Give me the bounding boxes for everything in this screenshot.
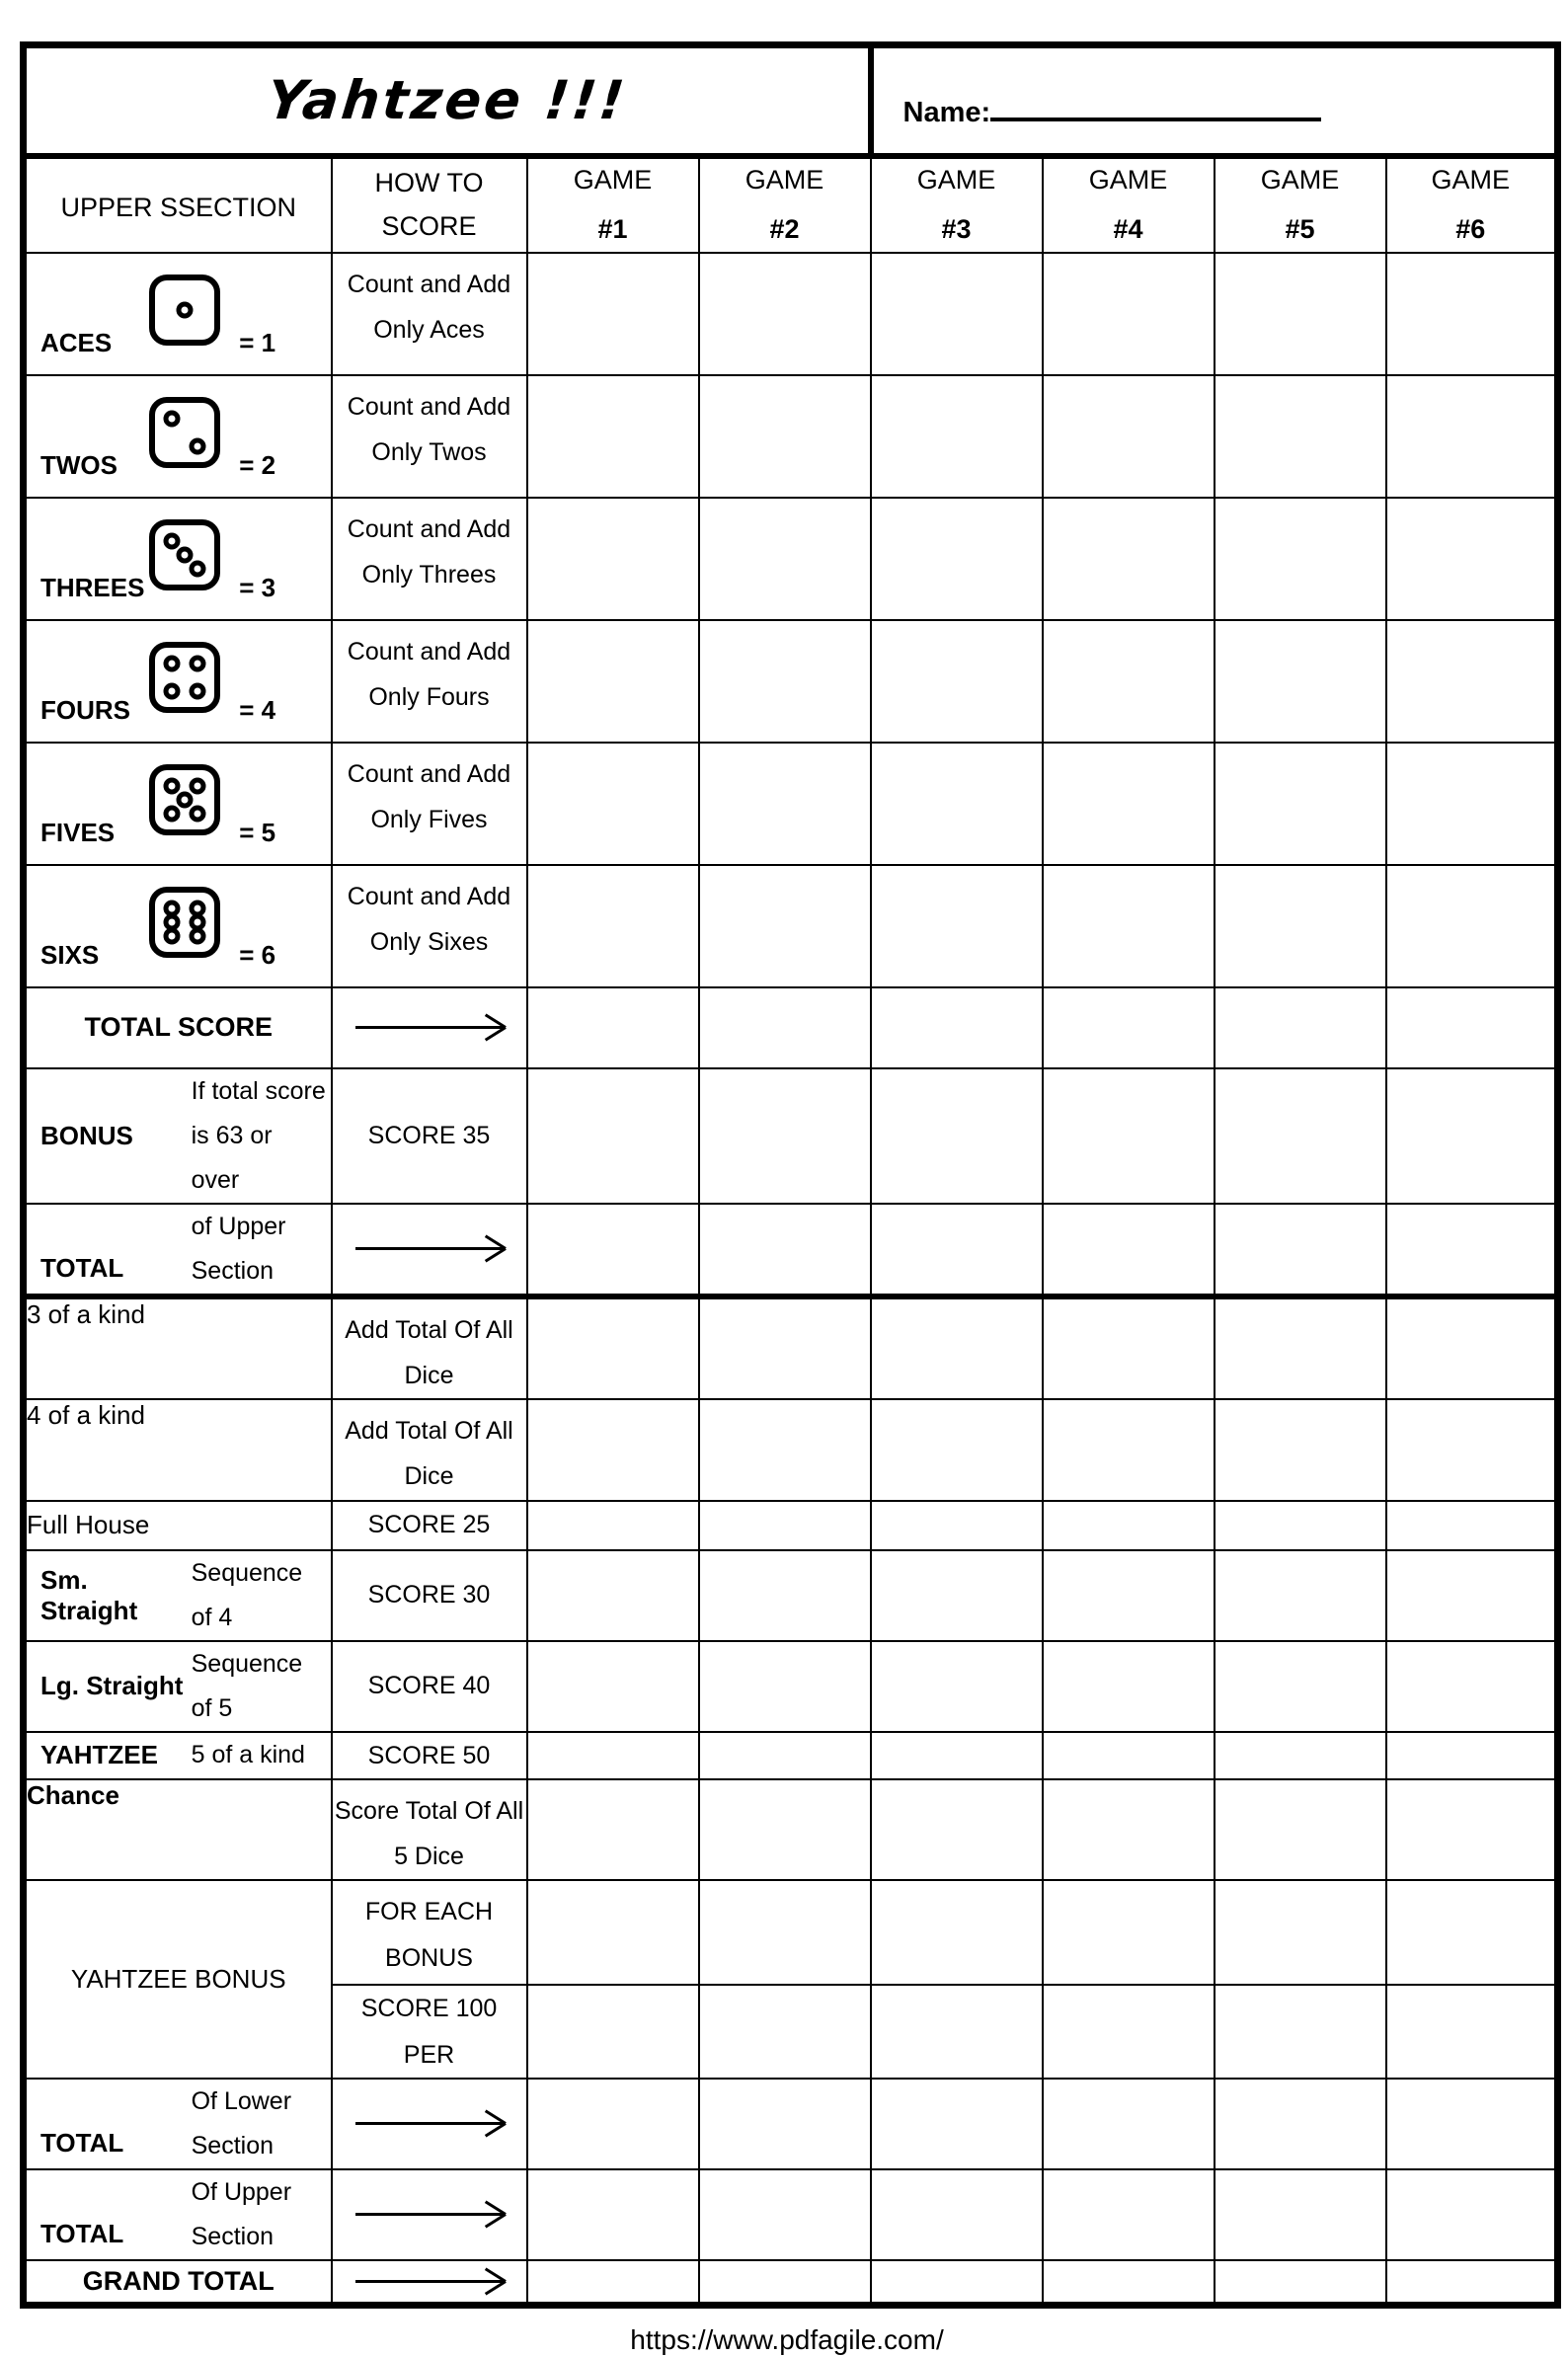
die-pip	[190, 560, 206, 577]
yahtzee-desc: 5 of a kind	[191, 1741, 305, 1769]
how-text: Count and Add Only Fours	[347, 637, 511, 711]
name-input-line[interactable]	[990, 96, 1321, 121]
chance-how-cell	[332, 1779, 527, 1881]
title-cell	[24, 45, 871, 156]
score-cell[interactable]	[1386, 620, 1558, 743]
score-cell[interactable]	[527, 2169, 699, 2260]
score-cell[interactable]	[871, 1296, 1043, 1400]
row-total-lower	[24, 2079, 1558, 2169]
score-cell[interactable]	[1386, 865, 1558, 987]
lg-straight-label-cell	[24, 1641, 332, 1732]
total-label: TOTAL	[40, 1252, 124, 1283]
score-cell[interactable]	[1043, 1399, 1215, 1501]
score-cell[interactable]	[1386, 1068, 1558, 1204]
score-cell[interactable]	[1386, 375, 1558, 498]
row-chance	[24, 1779, 1558, 1881]
score-cell[interactable]	[699, 2079, 871, 2169]
die-pip	[190, 682, 206, 699]
die-pip	[190, 656, 206, 672]
row-sixs	[24, 865, 1558, 987]
die-pip	[190, 778, 206, 795]
score-cell[interactable]	[871, 498, 1043, 620]
score-cell[interactable]	[1215, 1296, 1386, 1400]
chance-label: Chance	[27, 1779, 119, 1810]
how-to-score-header: HOW TO SCORE	[332, 156, 527, 253]
grand-total-arrow-cell	[332, 2260, 527, 2306]
die-pip	[163, 656, 180, 672]
score-cell[interactable]	[871, 1204, 1043, 1296]
score-cell[interactable]	[1386, 2260, 1558, 2306]
row-lg-straight	[24, 1641, 1558, 1732]
row-yahtzee	[24, 1732, 1558, 1779]
score-cell[interactable]	[527, 865, 699, 987]
score-cell[interactable]	[1215, 1399, 1386, 1501]
score-cell[interactable]	[1043, 1296, 1215, 1400]
die-pip	[163, 805, 180, 822]
lg-straight-desc: Sequence of 5	[191, 1649, 303, 1722]
page-title: Yahtzee !!!	[264, 69, 630, 132]
score-cell[interactable]	[527, 743, 699, 865]
die-1-icon	[149, 275, 220, 346]
right-arrow-icon	[355, 2122, 504, 2125]
score-cell[interactable]	[1043, 1779, 1215, 1881]
die-pip	[163, 927, 180, 944]
how-text: FOR EACH BONUS	[364, 1898, 494, 1972]
how-text: Count and Add Only Fives	[347, 759, 511, 833]
sm-straight-label: Sm. Straight	[40, 1564, 138, 1625]
sixs-how-cell	[332, 865, 527, 987]
score-cell[interactable]	[527, 1880, 699, 1985]
score-cell[interactable]	[699, 375, 871, 498]
score-cell[interactable]	[1386, 2079, 1558, 2169]
row-twos	[24, 375, 1558, 498]
twos-label-cell	[24, 375, 332, 498]
row-full-house	[24, 1501, 1558, 1550]
score-cell[interactable]	[527, 253, 699, 375]
score-cell[interactable]	[1386, 253, 1558, 375]
score-cell[interactable]	[1215, 1641, 1386, 1732]
score-cell[interactable]	[1043, 253, 1215, 375]
four-kind-label-cell	[24, 1399, 332, 1501]
score-cell[interactable]	[527, 1550, 699, 1641]
score-cell[interactable]	[527, 1204, 699, 1296]
total-scope: Of Lower Section	[191, 2086, 292, 2160]
die-2-icon	[149, 397, 220, 468]
score-cell[interactable]	[1043, 1732, 1215, 1779]
die-3-icon	[149, 519, 220, 590]
score-cell[interactable]	[1043, 2169, 1215, 2260]
name-label: Name:	[902, 96, 991, 128]
score-cell[interactable]	[527, 1779, 699, 1881]
score-cell[interactable]	[871, 1550, 1043, 1641]
right-arrow-icon	[355, 1247, 504, 1250]
score-cell[interactable]	[1215, 987, 1386, 1068]
score-cell[interactable]	[699, 253, 871, 375]
die-pip	[163, 533, 180, 550]
score-cell[interactable]	[699, 1501, 871, 1550]
score-cell[interactable]	[1215, 1204, 1386, 1296]
sm-straight-desc: Sequence of 4	[191, 1558, 303, 1631]
score-cell[interactable]	[1386, 1641, 1558, 1732]
fours-label-cell	[24, 620, 332, 743]
fives-label: FIVES	[40, 817, 116, 847]
score-cell[interactable]	[699, 1880, 871, 1985]
score-cell[interactable]	[1386, 2169, 1558, 2260]
three-kind-label-cell	[24, 1296, 332, 1400]
fours-how-cell	[332, 620, 527, 743]
score-cell[interactable]	[1043, 620, 1215, 743]
column-header-row	[24, 156, 1558, 253]
full-house-how-cell	[332, 1501, 527, 1550]
game-5-header: GAME #5	[1215, 156, 1386, 253]
score-cell[interactable]	[699, 1779, 871, 1881]
how-text: SCORE 35	[367, 1121, 491, 1149]
row-aces	[24, 253, 1558, 375]
score-cell[interactable]	[871, 2079, 1043, 2169]
score-cell[interactable]	[527, 498, 699, 620]
score-cell[interactable]	[871, 1880, 1043, 1985]
score-cell[interactable]	[1043, 1880, 1215, 1985]
score-cell[interactable]	[699, 1399, 871, 1501]
twos-value: = 2	[239, 449, 276, 480]
score-cell[interactable]	[1386, 1296, 1558, 1400]
threes-value: = 3	[239, 572, 276, 602]
score-cell[interactable]	[527, 1068, 699, 1204]
full-house-label: Full House	[27, 1510, 150, 1539]
fours-label: FOURS	[40, 694, 130, 725]
sm-straight-how-cell	[332, 1550, 527, 1641]
title-row	[24, 45, 1558, 156]
row-three-of-a-kind	[24, 1296, 1558, 1400]
total-score-label-cell	[24, 987, 332, 1068]
score-cell[interactable]	[699, 865, 871, 987]
yahtzee-bonus-how-cell	[332, 1880, 527, 1985]
aces-how-cell	[332, 253, 527, 375]
row-total-upper	[24, 1204, 1558, 1296]
footer	[20, 2324, 1554, 2356]
game-3-header: GAME #3	[871, 156, 1043, 253]
die-pip	[176, 301, 193, 318]
row-bonus	[24, 1068, 1558, 1204]
score-cell[interactable]	[1215, 1880, 1386, 1985]
score-cell[interactable]	[1215, 498, 1386, 620]
bonus-condition: If total score is 63 or over	[191, 1076, 326, 1194]
score-cell[interactable]	[871, 620, 1043, 743]
score-cell[interactable]	[871, 1779, 1043, 1881]
score-cell[interactable]	[699, 498, 871, 620]
upper-section-header: UPPER SSECTION	[24, 156, 332, 253]
row-grand-total	[24, 2260, 1558, 2306]
score-cell[interactable]	[1386, 1399, 1558, 1501]
score-cell[interactable]	[1215, 620, 1386, 743]
score-cell[interactable]	[1215, 1779, 1386, 1881]
score-cell[interactable]	[1386, 987, 1558, 1068]
score-cell[interactable]	[1215, 1501, 1386, 1550]
name-cell	[871, 45, 1558, 156]
score-cell[interactable]	[699, 1985, 871, 2079]
how-text: SCORE 100 PER	[360, 1995, 498, 2069]
twos-how-cell	[332, 375, 527, 498]
score-cell[interactable]	[699, 2169, 871, 2260]
die-pip	[190, 927, 206, 944]
total-upper2-arrow-cell	[332, 2169, 527, 2260]
score-cell[interactable]	[1043, 865, 1215, 987]
score-cell[interactable]	[1386, 1880, 1558, 1985]
total-score-arrow-cell	[332, 987, 527, 1068]
score-cell[interactable]	[527, 2079, 699, 2169]
game-6-header: GAME #6	[1386, 156, 1558, 253]
score-cell[interactable]	[699, 743, 871, 865]
score-cell[interactable]	[1386, 498, 1558, 620]
game-2-header: GAME #2	[699, 156, 871, 253]
how-text: Count and Add Only Aces	[347, 270, 511, 344]
score-cell[interactable]	[1043, 375, 1215, 498]
twos-label: TWOS	[40, 449, 118, 480]
how-text: Count and Add Only Threes	[347, 514, 511, 589]
yahtzee-bonus-label-cell	[24, 1880, 332, 2079]
score-cell[interactable]	[527, 2260, 699, 2306]
score-cell[interactable]	[1215, 1985, 1386, 2079]
fours-value: = 4	[239, 694, 276, 725]
score-cell[interactable]	[871, 1641, 1043, 1732]
total-upper2-label-cell	[24, 2169, 332, 2260]
score-cell[interactable]	[871, 2169, 1043, 2260]
score-cell[interactable]	[1215, 743, 1386, 865]
score-cell[interactable]	[1215, 1068, 1386, 1204]
three-kind-label: 3 of a kind	[27, 1298, 145, 1329]
threes-label-cell	[24, 498, 332, 620]
score-cell[interactable]	[527, 1501, 699, 1550]
yahtzee-label: YAHTZEE	[40, 1740, 158, 1770]
score-cell[interactable]	[699, 1296, 871, 1400]
score-cell[interactable]	[1386, 743, 1558, 865]
score-cell[interactable]	[1386, 1779, 1558, 1881]
score-cell[interactable]	[1386, 1204, 1558, 1296]
grand-total-label: GRAND TOTAL	[82, 2266, 274, 2296]
row-fours	[24, 620, 1558, 743]
sixs-label: SIXS	[40, 939, 100, 970]
score-cell[interactable]	[1043, 1550, 1215, 1641]
score-cell[interactable]	[871, 1068, 1043, 1204]
score-cell[interactable]	[871, 253, 1043, 375]
score-cell[interactable]	[699, 620, 871, 743]
die-4-icon	[149, 642, 220, 713]
row-total-upper-bottom	[24, 2169, 1558, 2260]
game-1-header: GAME #1	[527, 156, 699, 253]
lg-straight-how-cell	[332, 1641, 527, 1732]
row-total-score	[24, 987, 1558, 1068]
four-kind-label: 4 of a kind	[27, 1400, 145, 1430]
score-cell[interactable]	[527, 375, 699, 498]
total-lower-arrow-cell	[332, 2079, 527, 2169]
score-cell[interactable]	[699, 1068, 871, 1204]
total-upper-arrow-cell	[332, 1204, 527, 1296]
score-cell[interactable]	[527, 1399, 699, 1501]
total-label: TOTAL	[40, 2218, 124, 2248]
score-cell[interactable]	[527, 987, 699, 1068]
score-cell[interactable]	[1386, 1985, 1558, 2079]
score-cell[interactable]	[1043, 1985, 1215, 2079]
row-fives	[24, 743, 1558, 865]
right-arrow-icon	[355, 2280, 504, 2283]
score-cell[interactable]	[1043, 1641, 1215, 1732]
score-cell[interactable]	[871, 743, 1043, 865]
yahtzee-score-table	[20, 41, 1561, 2309]
score-cell[interactable]	[1043, 1068, 1215, 1204]
score-cell[interactable]	[1386, 1732, 1558, 1779]
how-text: SCORE 25	[367, 1511, 491, 1539]
die-pip	[190, 437, 206, 454]
score-cell[interactable]	[871, 1501, 1043, 1550]
how-text: Count and Add Only Twos	[347, 392, 511, 466]
how-text: Score Total Of All 5 Dice	[334, 1796, 524, 1870]
score-cell[interactable]	[871, 865, 1043, 987]
bonus-how-cell	[332, 1068, 527, 1204]
total-upper-label-cell	[24, 1204, 332, 1296]
score-cell[interactable]	[871, 375, 1043, 498]
score-cell[interactable]	[1215, 1550, 1386, 1641]
lg-straight-label: Lg. Straight	[40, 1671, 184, 1700]
die-pip	[163, 411, 180, 428]
bonus-label-cell	[24, 1068, 332, 1204]
yahtzee-how-cell	[332, 1732, 527, 1779]
score-cell[interactable]	[1043, 2079, 1215, 2169]
three-kind-how-cell	[332, 1296, 527, 1400]
aces-label: ACES	[40, 327, 113, 357]
score-cell[interactable]	[1043, 2260, 1215, 2306]
score-cell[interactable]	[1043, 1501, 1215, 1550]
how-text: Add Total Of All Dice	[345, 1417, 513, 1491]
die-pip	[176, 546, 193, 563]
score-cell[interactable]	[1043, 987, 1215, 1068]
score-cell[interactable]	[1386, 1550, 1558, 1641]
score-cell[interactable]	[1043, 1204, 1215, 1296]
score-cell[interactable]	[871, 1399, 1043, 1501]
sixs-label-cell	[24, 865, 332, 987]
aces-value: = 1	[239, 327, 276, 357]
score-cell[interactable]	[871, 1732, 1043, 1779]
score-cell[interactable]	[699, 1550, 871, 1641]
score-cell[interactable]	[1215, 2260, 1386, 2306]
yahtzee-label-cell	[24, 1732, 332, 1779]
how-text: Count and Add Only Sixes	[347, 882, 511, 956]
die-pip	[176, 791, 193, 808]
fives-label-cell	[24, 743, 332, 865]
footer-link[interactable]: https://www.pdfagile.com/	[630, 2324, 944, 2356]
threes-label: THREES	[40, 572, 145, 602]
how-text: SCORE 50	[367, 1741, 491, 1769]
row-yahtzee-bonus	[24, 1880, 1558, 1985]
how-text: SCORE 30	[367, 1581, 491, 1610]
yahtzee-bonus-score-cell	[332, 1985, 527, 2079]
sm-straight-label-cell	[24, 1550, 332, 1641]
bonus-label: BONUS	[40, 1120, 133, 1150]
row-sm-straight	[24, 1550, 1558, 1641]
right-arrow-icon	[355, 1026, 504, 1029]
yahtzee-bonus-label: YAHTZEE BONUS	[70, 1964, 286, 1994]
score-cell[interactable]	[527, 1641, 699, 1732]
sixs-value: = 6	[239, 939, 276, 970]
total-lower-label-cell	[24, 2079, 332, 2169]
score-cell[interactable]	[1215, 253, 1386, 375]
chance-label-cell	[24, 1779, 332, 1881]
score-cell[interactable]	[527, 1732, 699, 1779]
four-kind-how-cell	[332, 1399, 527, 1501]
aces-label-cell	[24, 253, 332, 375]
score-cell[interactable]	[699, 1204, 871, 1296]
score-cell[interactable]	[871, 2260, 1043, 2306]
score-cell[interactable]	[1215, 1732, 1386, 1779]
score-cell[interactable]	[1043, 498, 1215, 620]
die-pip	[163, 682, 180, 699]
die-pip	[190, 805, 206, 822]
total-label: TOTAL	[40, 2127, 124, 2158]
die-pip	[163, 778, 180, 795]
grand-total-label-cell	[24, 2260, 332, 2306]
score-cell[interactable]	[699, 2260, 871, 2306]
score-cell[interactable]	[1215, 865, 1386, 987]
full-house-label-cell	[24, 1501, 332, 1550]
how-text: SCORE 40	[367, 1672, 491, 1700]
score-cell[interactable]	[699, 987, 871, 1068]
score-cell[interactable]	[699, 1732, 871, 1779]
score-cell[interactable]	[871, 987, 1043, 1068]
score-cell[interactable]	[1043, 743, 1215, 865]
score-cell[interactable]	[527, 620, 699, 743]
right-arrow-icon	[355, 2213, 504, 2216]
total-score-label: TOTAL SCORE	[84, 1012, 274, 1042]
row-threes	[24, 498, 1558, 620]
score-cell[interactable]	[1386, 1501, 1558, 1550]
die-5-icon	[149, 764, 220, 835]
score-cell[interactable]	[871, 1985, 1043, 2079]
row-four-of-a-kind	[24, 1399, 1558, 1501]
total-scope: of Upper Section	[191, 1212, 286, 1285]
score-sheet	[20, 41, 1554, 2356]
fives-value: = 5	[239, 817, 276, 847]
score-cell[interactable]	[1215, 2079, 1386, 2169]
score-cell[interactable]	[527, 1296, 699, 1400]
how-text: Add Total Of All Dice	[345, 1315, 513, 1389]
score-cell[interactable]	[1215, 2169, 1386, 2260]
score-cell[interactable]	[699, 1641, 871, 1732]
fives-how-cell	[332, 743, 527, 865]
score-cell[interactable]	[1215, 375, 1386, 498]
game-4-header: GAME #4	[1043, 156, 1215, 253]
die-6-icon	[149, 887, 220, 958]
total-scope: Of Upper Section	[191, 2177, 292, 2250]
threes-how-cell	[332, 498, 527, 620]
score-cell[interactable]	[527, 1985, 699, 2079]
